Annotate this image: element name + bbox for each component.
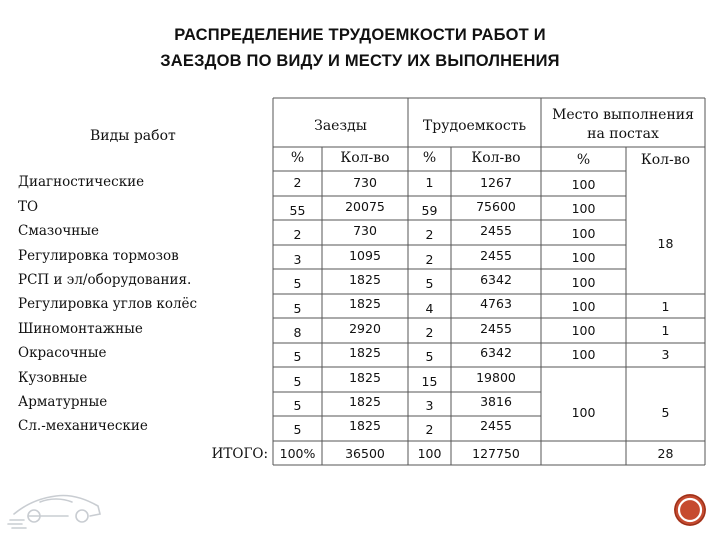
header-work-types: Виды работ — [90, 128, 176, 144]
labor-pct: 5 — [425, 276, 434, 291]
visits-pct: 5 — [293, 374, 302, 389]
visits-pct: 5 — [293, 398, 302, 413]
visits-qty: 1825 — [349, 370, 381, 385]
row-label: Сл.-механические — [18, 418, 148, 434]
place-pct: 100 — [571, 275, 596, 290]
title-line-2: ЗАЕЗДОВ ПО ВИДУ И МЕСТУ ИХ ВЫПОЛНЕНИЯ — [160, 52, 560, 70]
total-place-qty: 28 — [657, 446, 674, 461]
header-labor: Трудоемкость — [422, 118, 527, 134]
visits-qty: 1825 — [349, 296, 381, 311]
place-qty: 3 — [661, 347, 670, 362]
header-place-qty: Кол-во — [640, 152, 691, 168]
total-visits-qty: 36500 — [345, 446, 385, 461]
labor-pct: 15 — [421, 374, 438, 389]
total-labor-qty: 127750 — [472, 446, 520, 461]
visits-pct: 3 — [293, 252, 302, 267]
labor-qty: 6342 — [480, 272, 512, 287]
place-qty: 1 — [661, 323, 670, 338]
labor-qty: 1267 — [480, 175, 512, 190]
place-pct: 100 — [571, 201, 596, 216]
row-label: Регулировка тормозов — [18, 248, 179, 264]
labor-pct: 5 — [425, 349, 434, 364]
total-label: ИТОГО: — [211, 446, 268, 462]
total-visits-pct: 100% — [279, 446, 316, 461]
visits-qty: 1825 — [349, 394, 381, 409]
car-logo-icon — [6, 478, 106, 530]
row-label: Регулировка углов колёс — [18, 296, 198, 312]
labor-pct: 4 — [425, 301, 434, 316]
place-pct: 100 — [571, 347, 596, 362]
header-labor-qty: Кол-во — [471, 150, 521, 166]
labor-qty: 19800 — [476, 370, 516, 385]
labor-qty: 3816 — [480, 394, 512, 409]
labor-pct: 1 — [425, 175, 434, 190]
header-visits-qty: Кол-во — [340, 150, 390, 166]
place-qty: 1 — [661, 299, 670, 314]
labor-pct: 2 — [425, 422, 434, 437]
visits-pct: 5 — [293, 422, 302, 437]
labor-qty: 6342 — [480, 345, 512, 360]
visits-qty: 1825 — [349, 418, 381, 433]
red-badge-icon — [672, 492, 708, 528]
labor-qty: 2455 — [480, 418, 512, 433]
title-line-1: РАСПРЕДЕЛЕНИЕ ТРУДОЕМКОСТИ РАБОТ И — [174, 26, 546, 44]
labor-pct: 3 — [425, 398, 434, 413]
visits-qty: 1825 — [349, 345, 381, 360]
place-pct: 100 — [571, 250, 596, 265]
labor-qty: 2455 — [480, 321, 512, 336]
place-qty-merged: 5 — [661, 405, 670, 420]
header-place-line1: Место выполнения — [552, 107, 694, 123]
labor-pct: 2 — [425, 227, 434, 242]
labor-qty: 4763 — [480, 296, 512, 311]
labor-pct: 2 — [425, 325, 434, 340]
row-label: Арматурные — [18, 394, 108, 410]
row-label: Кузовные — [18, 370, 88, 386]
row-label: Окрасочные — [18, 345, 107, 361]
row-label: РСП и эл/оборудования. — [18, 272, 192, 288]
visits-pct: 5 — [293, 301, 302, 316]
place-qty-merged: 18 — [657, 236, 674, 251]
visits-pct: 2 — [293, 227, 302, 242]
labor-qty: 2455 — [480, 223, 512, 238]
header-visits: Заезды — [314, 118, 367, 134]
place-pct-merged: 100 — [571, 405, 596, 420]
place-pct: 100 — [571, 323, 596, 338]
labor-pct: 59 — [421, 203, 438, 218]
visits-pct: 55 — [289, 203, 306, 218]
header-labor-pct: % — [422, 150, 437, 166]
place-pct: 100 — [571, 177, 596, 192]
visits-pct: 5 — [293, 276, 302, 291]
header-place-pct: % — [576, 152, 591, 168]
labor-qty: 2455 — [480, 248, 512, 263]
total-labor-pct: 100 — [417, 446, 442, 461]
visits-qty: 730 — [353, 175, 377, 190]
visits-qty: 730 — [353, 223, 377, 238]
place-pct: 100 — [571, 299, 596, 314]
row-label: ТО — [18, 199, 39, 215]
header-place-line2: на постах — [587, 126, 659, 142]
header-visits-pct: % — [290, 150, 305, 166]
labor-qty: 75600 — [476, 199, 516, 214]
visits-qty: 1825 — [349, 272, 381, 287]
place-pct: 100 — [571, 226, 596, 241]
visits-qty: 1095 — [349, 248, 381, 263]
visits-pct: 8 — [293, 325, 302, 340]
row-label: Смазочные — [18, 223, 100, 239]
visits-pct: 2 — [293, 175, 302, 190]
visits-qty: 20075 — [345, 199, 385, 214]
visits-pct: 5 — [293, 349, 302, 364]
labor-pct: 2 — [425, 252, 434, 267]
row-label: Шиномонтажные — [18, 321, 143, 337]
visits-qty: 2920 — [349, 321, 381, 336]
row-label: Диагностические — [18, 174, 145, 190]
